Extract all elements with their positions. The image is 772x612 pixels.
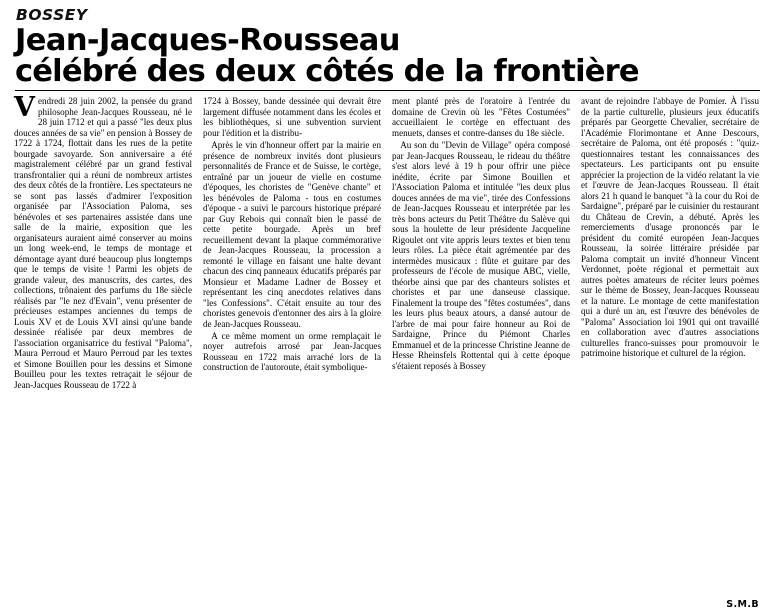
paragraph: Après le vin d'honneur offert par la mairie en présence de nombreux invités dont plusieurs personnalités de France et de Suisse, le cortège, entraîné par un joueur de vielle en costume d'époques, les choristes de "Genève chante" et les bénévoles de Paloma - tous en costumes d'époque - a suivi le parcours historique préparé par Guy Rebois qui connaît bien le passé de cette petite bourgade. Après un bref recueillement devant la plaque commémorative de Jean-Jacques Rousseau, la procession a remonté le village en faisant une halte devant chacun des cinq panneaux éducatifs préparés par Monsieur et Madame Ladner de Bossey et représentant les cinq anecdotes relatives dans "les Confessions". C'était ensuite au tour des choristes genevois d'entonner des airs à la gloire de Jean-Jacques Rousseau. bbox=[203, 140, 381, 329]
paragraph: Vendredi 28 juin 2002, la pensée du grand philosophe Jean-Jacques Rousseau, né le 28 juin 1712 et qui a passé "les deux plus douces années de sa vie" en pension à Bossey de 1722 à 1724, flottait dans les rues de la petite bourgade savoyarde. Son anniversaire a été magistralement célébré par un grand festival transfrontalier qui a réuni de nombreux artistes des deux côtés de la frontière. Les spectateurs ne se sont pas lassés d'admirer l'exposition organisée par l'Association Paloma, ses bénévoles et ses partenaires assistée dans une salle de la mairie, exposition que les organisateurs auraient aimé conserver au moins un long week-end, le temps de montage et démontage ayant duré beaucoup plus longtemps que le temps de visite ! Parmi les objets de grande valeur, des manuscrits, des cartes, des collections, trônaient des parfums du 18e siècle réalisés par "le nez d'Evain", venu présenter de précieuses estampes anciennes du temps de Louis XV et de Louis XVI ainsi qu'une bande dessinée réalisée par deux membres de l'association organisatrice du festival "Paloma", Maura Perroud et Mauro Perroud par les textes et Simone Bouillen pour les dessins et Simone Bouilleu pour les textes retraçait le séjour de Jean-Jacques Rousseau de 1722 à bbox=[14, 92, 192, 390]
headline-line-1: Jean-Jacques-Rousseau bbox=[15, 22, 400, 58]
article-column-4 bbox=[581, 96, 759, 360]
article-column-1 bbox=[14, 92, 192, 392]
headline-divider bbox=[15, 90, 760, 91]
page-title bbox=[15, 22, 760, 89]
article-column-2 bbox=[203, 96, 381, 374]
author-signature: S.M.B bbox=[726, 599, 759, 610]
section-kicker: BOSSEY bbox=[16, 6, 88, 24]
paragraph: avant de rejoindre l'abbaye de Pomier. À l'issu de la partie culturelle, plusieurs jeux éducatifs préparés par Georgette Chevalier, secrétaire de l'Académie Florimontane et Anne Descours, secrétaire de Paloma, ont été proposés : "quiz- questionnaires testant les connaissances des spectateurs. Les participants ont pu ensuite apprécier la projection de la vidéo relatant la vie et l'œuvre de Jean-Jacques Rousseau. Il était alors 21 h quand le banquet "à la cour du Roi de Sardaigne", préparé par le cuisinier du restaurant du Château de Crevin, a débuté. Après les remerciements d'usage prononcés par le président du comité européen Jean-Jacques Rousseau, la soirée littéraire présidée par Paloma comptait un invité d'honneur Vincent Verdonnet, poète régional et permettait aux autres poètes amateurs de réciter leurs poèmes sur le thème de Bossey, Jean-Jacques Rousseau et la nature. Le montage de cette manifestation qui a duré un an, est l'œuvre des bénévoles de "Paloma" Association loi 1901 qui ont travaillé en collaboration avec d'autres associations culturelles franco-suisses pour promouvoir le patrimoine historique et culturel de la région. bbox=[581, 96, 759, 359]
article-column-3 bbox=[392, 96, 570, 373]
paragraph: Au son du "Devin de Village" opéra composé par Jean-Jacques Rousseau, le rideau du théâtre s'est alors levé à 19 h pour offrir une pièce inédite, écrite par Simone Bouillen et l'Association Paloma et intitulée "les deux plus douces années de ma vie", tirée des Confessions de Jean-Jacques Rousseau et interprétée par les très bons acteurs du Petit Théâtre du Salève qui sous la houlette de leur présidente Jacqueline Rigoulet ont vite appris leurs textes et bien tenu leurs rôles. La pièce était agrémentée par des intermèdes musicaux : flûte et guitare par des professeurs de l'école de musique ABC, vielle, théorbe ainsi que par des chanteurs solistes et choristes et par une danseuse classique. Finalement la troupe des "fêtes costumées", dans les leurs plus beaux atours, a dansé autour de l'arbre de mai pour faire honneur au Roi de Sardaigne, Prince du Piémont Charles Emmanuel et de la princesse Christine Jeanne de Hesse Rheinsfels Rottental qui à cette époque s'étaient reposés à Bossey bbox=[392, 140, 570, 371]
article-body-columns bbox=[14, 92, 760, 392]
paragraph: 1724 à Bossey, bande dessinée qui devrait être largement diffusée notamment dans les écoles et les bibliothèques, si une subvention survient pour l'édition et la distribu- bbox=[203, 96, 381, 138]
paragraph: A ce même moment un orme remplaçait le noyer autrefois arrosé par Jean-Jacques Rousseau en 1722 mais arraché lors de la construction de l'autoroute, était symbolique- bbox=[203, 330, 381, 373]
paragraph: ment planté près de l'oratoire à l'entrée du domaine de Crevin où les "Fêtes Costumées" accueillaient le cortège en effectuant des menuets, danses et contre-danses du 18e siècle. bbox=[392, 96, 570, 138]
headline-line-2: célébré des deux côtés de la frontière bbox=[15, 53, 639, 89]
